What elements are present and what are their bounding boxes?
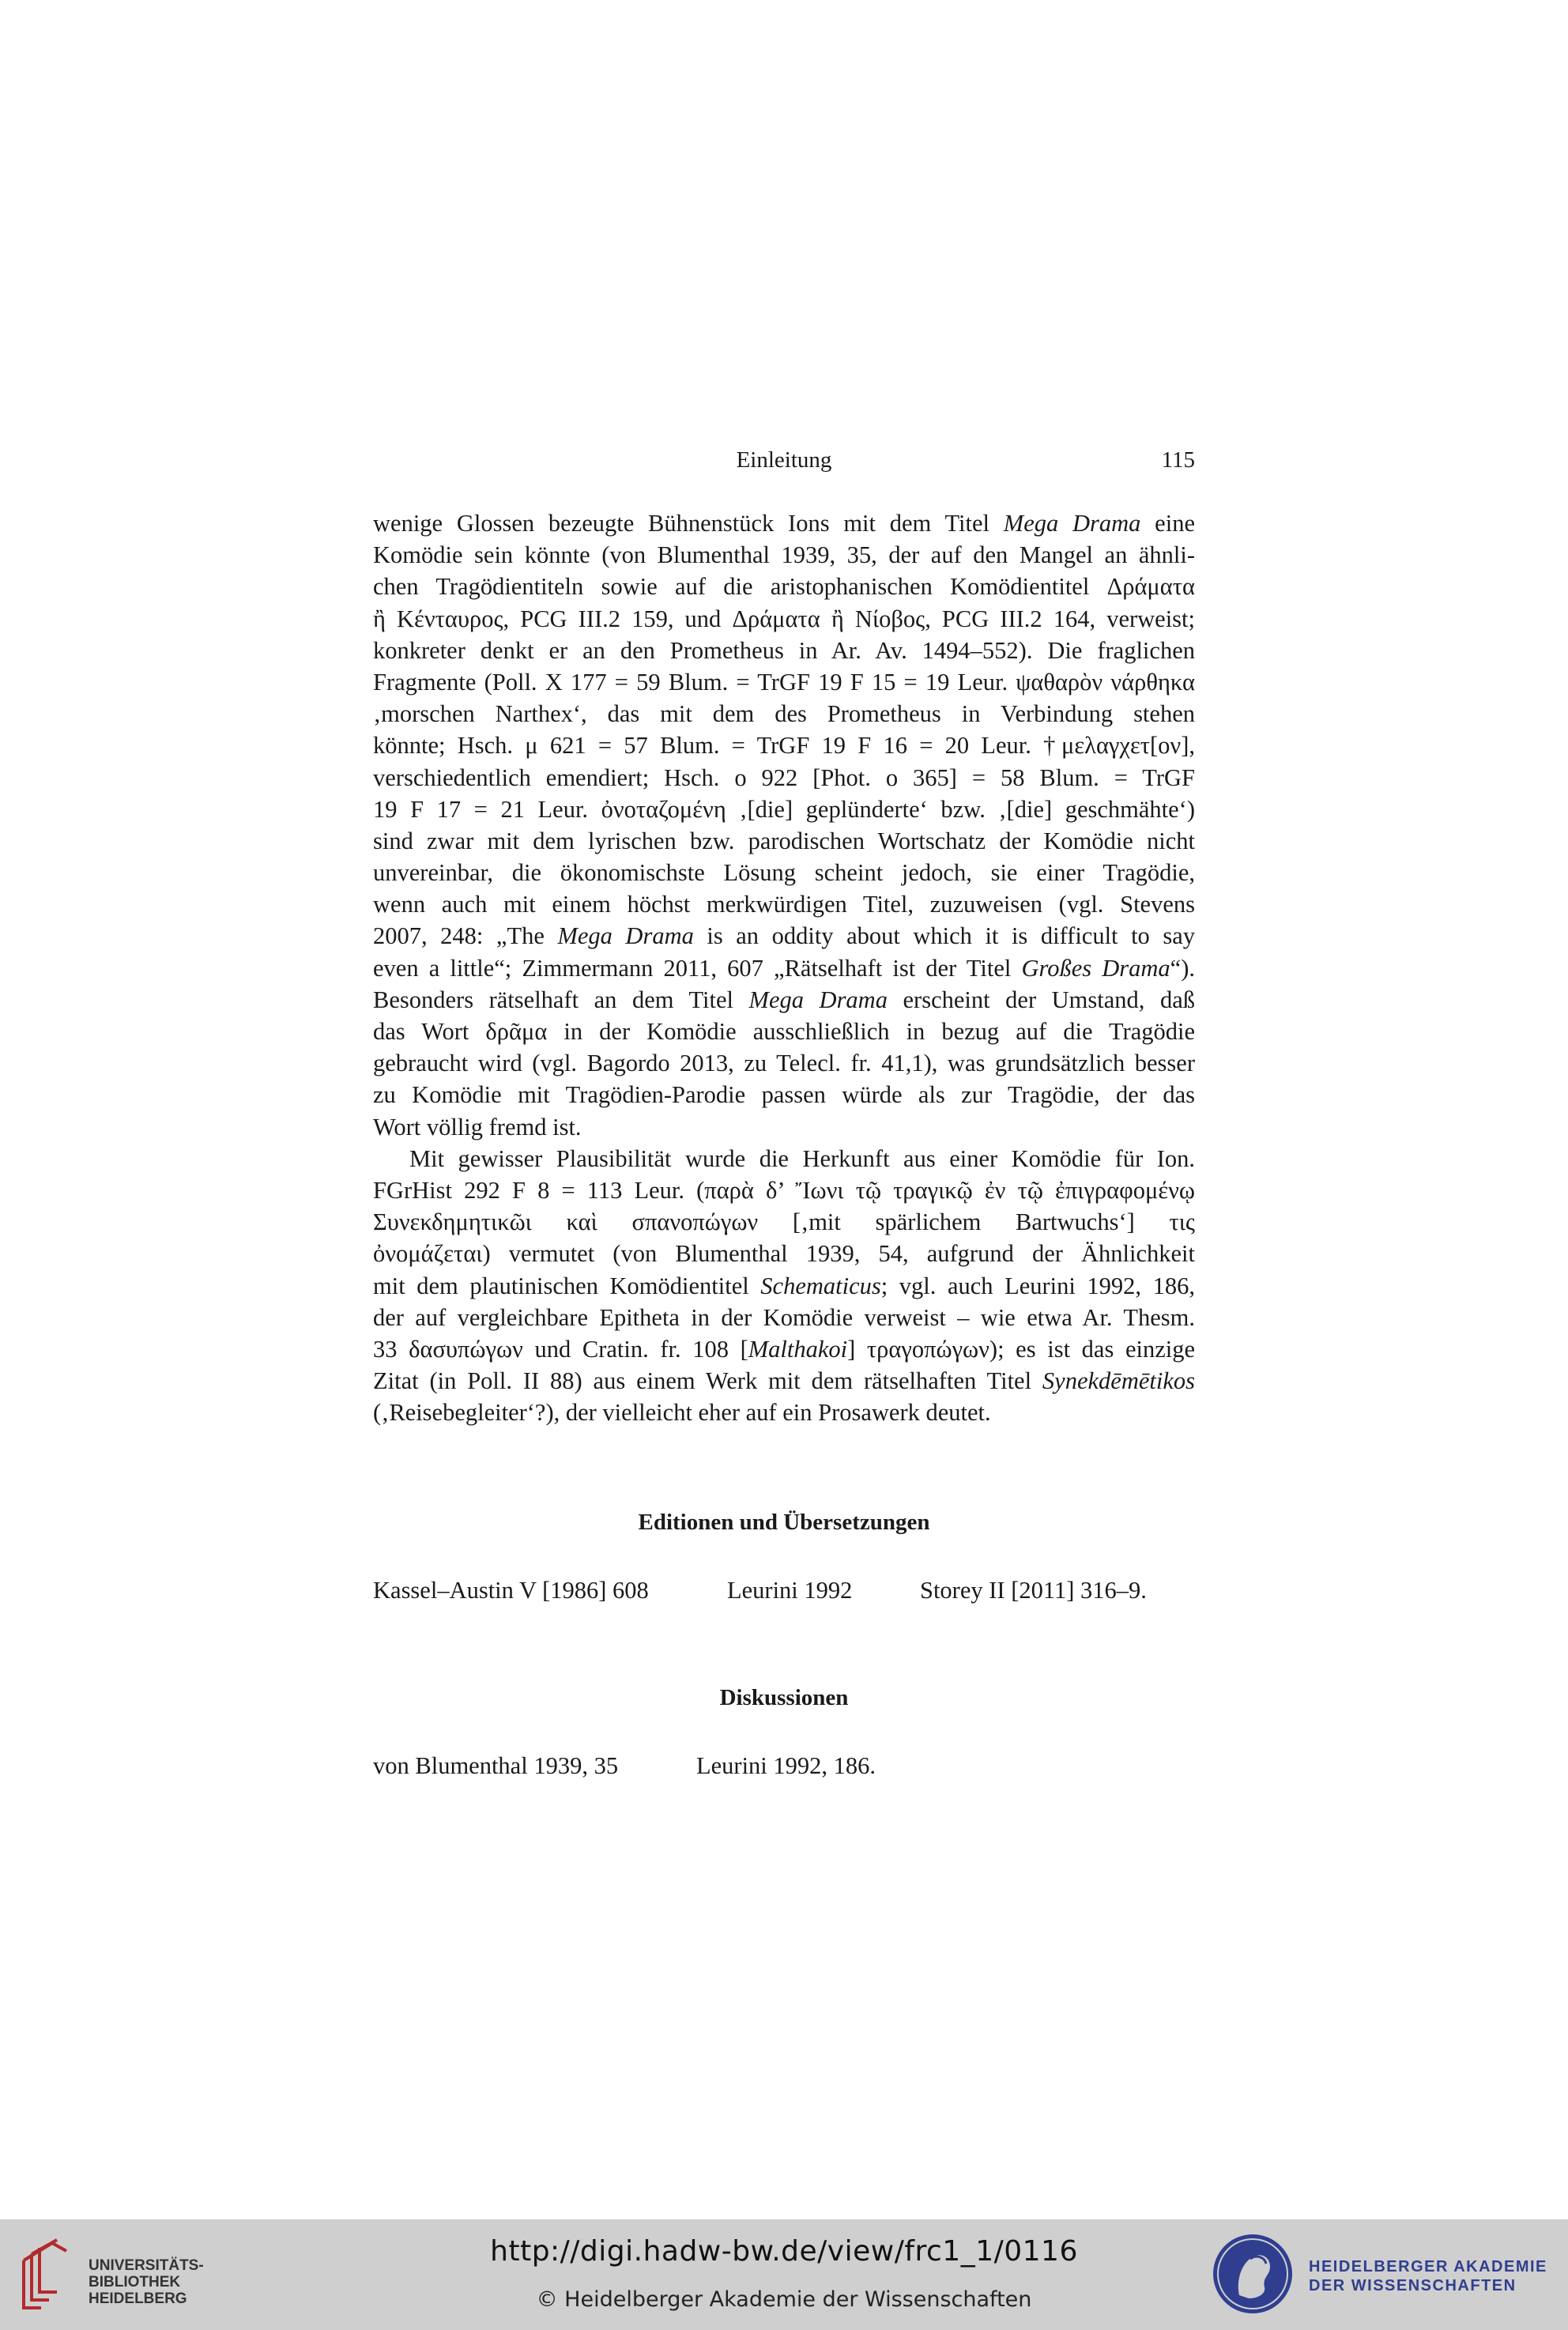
body-line: 19 F 17 = 21 Leur. ὀνοταζομένη ‚[die] geplünderte‘ bzw. ‚[die] geschmähte‘) xyxy=(373,795,1195,823)
body-line: konkreter denkt er an den Prometheus in Ar. Av. 1494–552). Die fraglichen xyxy=(373,636,1195,664)
body-line: verschiedentlich emendiert; Hsch. ο 922 [Phot. ο 365] = 58 Blum. = TrGF xyxy=(373,763,1195,791)
body-line: könnte; Hsch. μ 621 = 57 Blum. = TrGF 19 F 16 = 20 Leur. †μελαγχετ[ον], xyxy=(373,732,1195,760)
library-name-line: BIBLIOTHEK xyxy=(89,2274,181,2290)
edition-item: Leurini 1992 xyxy=(727,1577,853,1604)
copyright-notice: © Heidelberger Akademie der Wissenschaften xyxy=(536,2287,1032,2312)
body-line: Komödie sein könnte (von Blumenthal 1939, 35, der auf den Mangel an ähnli- xyxy=(373,541,1195,569)
running-head xyxy=(373,447,1195,479)
body-line: der auf vergleichbare Epitheta in der Komödie verweist – wie etwa Ar. Thesm. xyxy=(373,1303,1195,1331)
body-line: even a little“; Zimmermann 2011, 607 „Rätselhaft ist der Titel Großes Drama“). xyxy=(373,954,1195,982)
body-line: ‚morschen Narthex‘, das mit dem des Prometheus in Verbindung stehen xyxy=(373,700,1195,728)
body-text xyxy=(373,507,1195,1428)
discussion-item: von Blumenthal 1939, 35 xyxy=(373,1752,619,1779)
discussions-heading: Diskussionen xyxy=(719,1685,849,1710)
body-line: Fragmente (Poll. X 177 = 59 Blum. = TrGF 19 F 15 = 19 Leur. ψαθαρὸν νάρθηκα xyxy=(373,668,1195,696)
editions-list xyxy=(373,1577,1195,1604)
running-head-title: Einleitung xyxy=(736,447,832,473)
permalink-url[interactable]: http://digi.hadw-bw.de/view/frc1_1/0116 xyxy=(490,2235,1078,2268)
academy-name-line: DER WISSENSCHAFTEN xyxy=(1309,2277,1517,2294)
editions-heading: Editionen und Übersetzungen xyxy=(638,1510,930,1535)
discussion-item: Leurini 1992, 186. xyxy=(696,1752,876,1779)
edition-item: Kassel–Austin V [1986] 608 xyxy=(373,1577,649,1604)
discussions-list xyxy=(373,1752,1195,1780)
body-line: Συνεκδημητικῶι καὶ σπανοπώγων [‚mit spärlichem Bartwuchs‘] τις xyxy=(373,1208,1195,1236)
academy-name-line: HEIDELBERGER AKADEMIE xyxy=(1309,2258,1547,2275)
body-line: zu Komödie mit Tragödien-Parodie passen würde als zur Tragödie, der das xyxy=(373,1081,1195,1109)
body-line: mit dem plautinischen Komödientitel Schematicus; vgl. auch Leurini 1992, 186, xyxy=(373,1272,1195,1299)
body-line: ὀνομάζεται) vermutet (von Blumenthal 1939, 54, aufgrund der Ähnlichkeit xyxy=(373,1240,1195,1268)
body-line: wenige Glossen bezeugte Bühnenstück Ions mit dem Titel Mega Drama eine xyxy=(373,510,1195,537)
body-line: 2007, 248: „The Mega Drama is an oddity about which it is difficult to say xyxy=(373,922,1195,950)
body-line: (‚Reisebegleiter‘?), der vielleicht eher auf ein Prosawerk deutet. xyxy=(373,1399,991,1427)
body-line: wenn auch mit einem höchst merkwürdigen Titel, zuzuweisen (vgl. Stevens xyxy=(373,891,1195,918)
academy-seal-icon xyxy=(1209,2230,1296,2317)
academy-logo[interactable] xyxy=(1209,2230,1557,2319)
body-line: Zitat (in Poll. II 88) aus einem Werk mit dem rätselhaften Titel Synekdēmētikos xyxy=(373,1367,1195,1395)
body-line: unvereinbar, die ökonomischste Lösung scheint jedoch, sie einer Tragödie, xyxy=(373,859,1195,887)
body-line: Wort völlig fremd ist. xyxy=(373,1113,582,1140)
body-line: sind zwar mit dem lyrischen bzw. parodischen Wortschatz der Komödie nicht xyxy=(373,827,1195,854)
academy-name xyxy=(1309,2257,1547,2295)
body-line: Besonders rätselhaft an dem Titel Mega Drama erscheint der Umstand, daß xyxy=(373,986,1195,1013)
body-line: gebraucht wird (vgl. Bagordo 2013, zu Telecl. fr. 41,1), was grundsätzlich besser xyxy=(373,1050,1195,1077)
body-line: FGrHist 292 F 8 = 113 Leur. (παρὰ δ’ Ἴωνι τῷ τραγικῷ ἐν τῷ ἐπιγραφομένῳ xyxy=(373,1176,1195,1204)
footer-band xyxy=(0,2219,1568,2330)
edition-item: Storey II [2011] 316–9. xyxy=(920,1577,1147,1604)
body-line: das Wort δρᾶμα in der Komödie ausschließlich in bezug auf die Tragödie xyxy=(373,1018,1195,1045)
body-line: 33 δασυπώγων und Cratin. fr. 108 [Malthakoi] τραγοπώγων); es ist das einzige xyxy=(373,1335,1196,1363)
page-number: 115 xyxy=(1161,447,1195,473)
body-line: ἢ Κένταυρος, PCG III.2 159, und Δράματα ἢ Νίοβος, PCG III.2 164, verweist; xyxy=(373,605,1195,632)
library-name-line: UNIVERSITÄTS- xyxy=(89,2257,204,2274)
library-name-line: HEIDELBERG xyxy=(89,2290,187,2307)
body-line: chen Tragödientiteln sowie auf die aristophanischen Komödientitel Δράματα xyxy=(373,573,1195,601)
body-line: Mit gewisser Plausibilität wurde die Herkunft aus einer Komödie für Ion. xyxy=(409,1144,1195,1172)
